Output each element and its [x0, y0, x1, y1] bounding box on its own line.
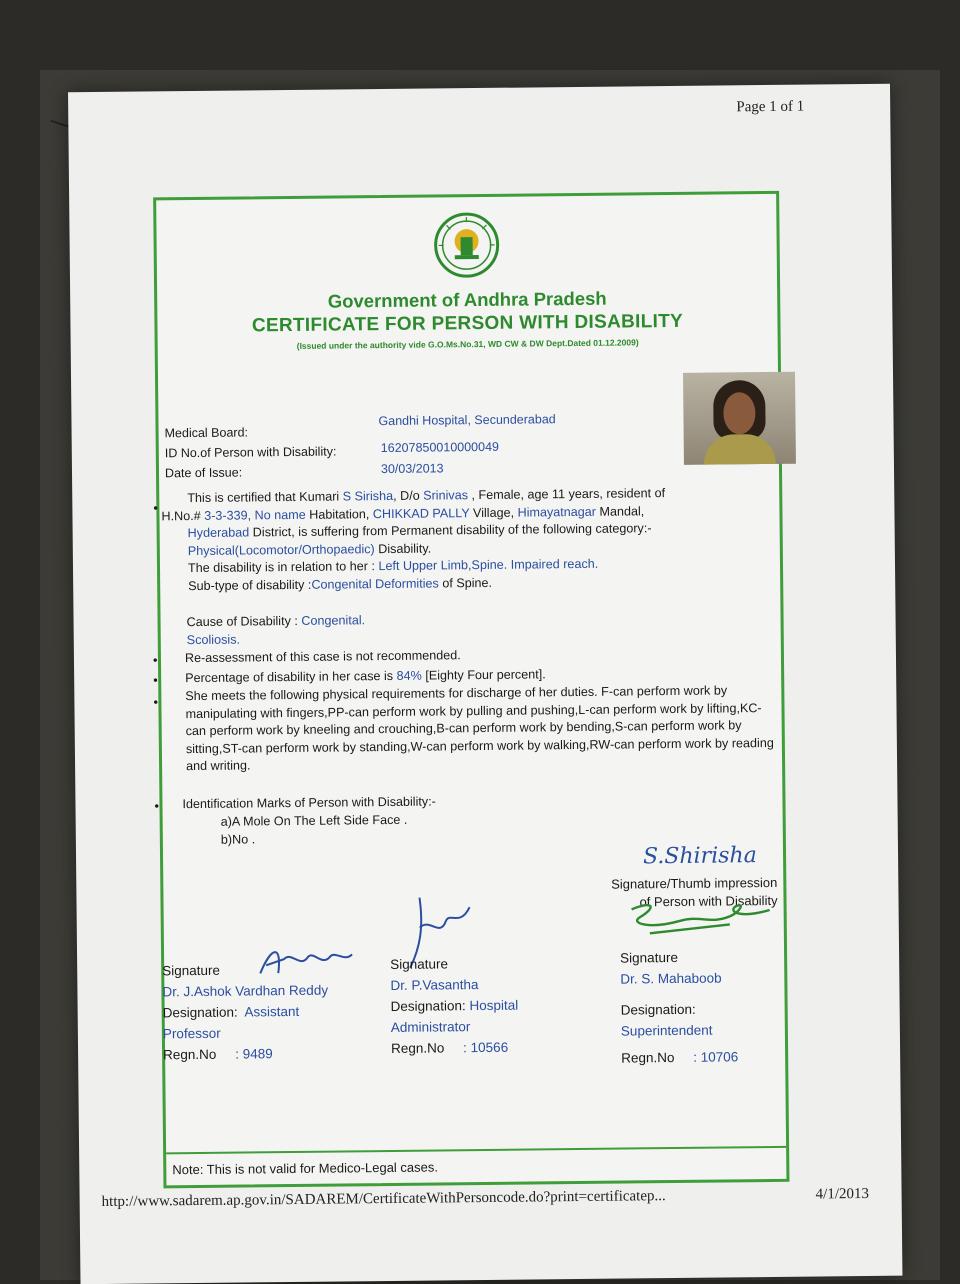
- certificate-title: CERTIFICATE FOR PERSON WITH DISABILITY: [157, 310, 777, 338]
- bullet-icon: •: [153, 694, 158, 709]
- date-of-issue-label: Date of Issue:: [165, 466, 242, 481]
- signatory-3: Signature Dr. S. Mahaboob Designation: Superintendent Regn.No : 10706: [620, 946, 785, 1069]
- note-divider: [166, 1146, 786, 1154]
- svg-text:S.Shirisha: S.Shirisha: [643, 843, 757, 869]
- physical-requirements-text: She meets the following physical requirements for discharge of her duties. F-can perform work by manipulating with fingers,PP-can perform work by pulling and pushing,L-can perform work by lifting,KC-can perform work by kneeling and crouching,B-can perform work by bending,S-can perform work by sitting,ST-can perform work by standing,W-can perform work by walking,RW-can perform work by reading and writing.: [185, 682, 776, 776]
- source-url: http://www.sadarem.ap.gov.in/SADAREM/CertificateWithPersoncode.do?print=certificatep...: [102, 1188, 666, 1211]
- certificate-frame: [153, 191, 789, 1189]
- identification-mark-a: a)A Mole On The Left Side Face .: [221, 812, 408, 831]
- medical-board-label: Medical Board:: [165, 425, 249, 440]
- bullet-icon: •: [153, 500, 158, 515]
- certification-paragraph: This is certified that Kumari S Sirisha, D/o Srinivas , Female, age 11 years, resident of H.No.# 3-3-339, No name Habitation, CHIKKAD PALLY Village, Himayatnagar Mandal, Hyderabad District, is suffering from Permanent disability of the following category:- Physical(Locomotor/Orthopaedic) Disability. The disability is in relation to her : Left Upper Limb,Spine. Impaired reach. Sub-type of disability :Congenital Deformities of Spine.: [187, 484, 774, 595]
- cause-of-disability: Cause of Disability : Congenital. Scoliosis.: [186, 612, 365, 649]
- bullet-icon: •: [154, 798, 159, 813]
- page-number: Page 1 of 1: [736, 99, 804, 117]
- issued-authority-note: (Issued under the authority vide G.O.Ms.No.31, WD CW & DW Dept.Dated 01.12.2009): [158, 336, 778, 352]
- signature-3-handwriting: [619, 894, 790, 946]
- percentage-text: Percentage of disability in her case is 84% [Eighty Four percent].: [185, 666, 546, 687]
- print-date: 4/1/2013: [816, 1186, 870, 1204]
- person-photo: [683, 372, 796, 465]
- bullet-icon: •: [153, 652, 158, 667]
- person-signature-label: Signature/Thumb impression of Person with Disability: [609, 874, 777, 911]
- bullet-icon: •: [153, 672, 158, 687]
- legal-note: Note: This is not valid for Medico-Legal cases.: [172, 1159, 438, 1177]
- signatory-2: Signature Dr. P.Vasantha Designation: Hospital Administrator Regn.No : 10566: [390, 953, 519, 1059]
- id-value: 16207850010000049: [381, 440, 499, 455]
- reassessment-text: Re-assessment of this case is not recommended.: [185, 647, 461, 667]
- government-emblem-icon: [432, 211, 501, 280]
- person-signature-handwriting: [635, 834, 775, 875]
- medical-board-value: Gandhi Hospital, Secunderabad: [378, 412, 555, 428]
- date-of-issue-value: 30/03/2013: [381, 461, 444, 476]
- identification-mark-b: b)No .: [221, 831, 255, 849]
- signatory-1: Signature Dr. J.Ashok Vardhan Reddy Designation: Assistant Professor Regn.No : 9489: [162, 959, 329, 1066]
- identification-marks-label: Identification Marks of Person with Disability:-: [182, 793, 436, 813]
- id-label: ID No.of Person with Disability:: [165, 445, 337, 461]
- certificate-page: [68, 84, 902, 1284]
- government-title: Government of Andhra Pradesh: [157, 286, 777, 314]
